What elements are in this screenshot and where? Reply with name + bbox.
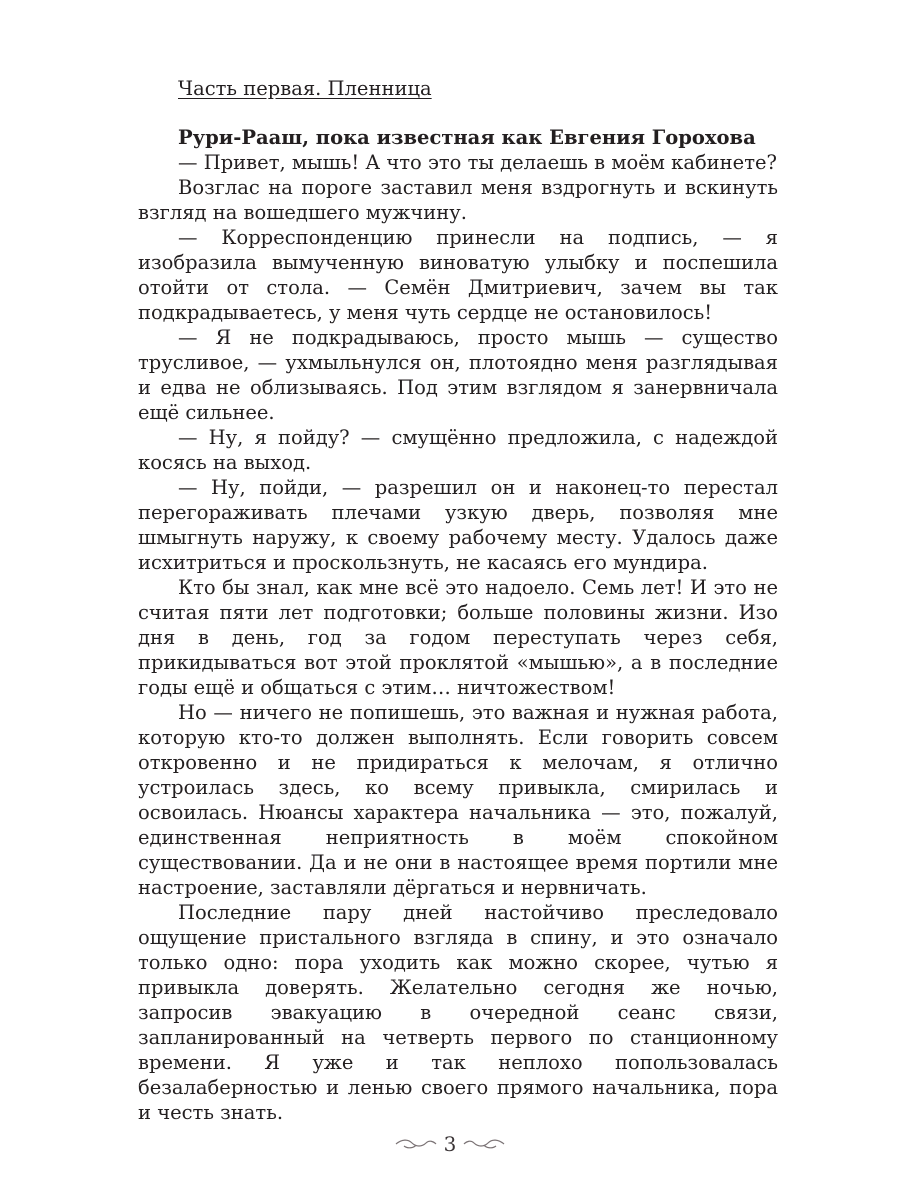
paragraph: Кто бы знал, как мне всё это надоело. Семь лет! И это не считая пяти лет подготовки; больше половины жизни. Изо дня в день, год за годом переступать через себя, прикидываться вот этой проклятой «мышью», а в последние годы ещё и общаться с этим… ничтожеством! <box>138 576 778 699</box>
paragraph: Возглас на пороге заставил меня вздрогнуть и вскинуть взгляд на вошедшего мужчину. <box>138 176 778 224</box>
page-number: 3 <box>443 1132 457 1156</box>
page-footer <box>0 1132 900 1156</box>
paragraph: — Привет, мышь! А что это ты делаешь в моём кабинете? <box>178 151 777 174</box>
paragraph: — Корреспонденцию принесли на подпись, — я изобразила вымученную виноватую улыбку и поспешила отойти от стола. — Семён Дмитриевич, зачем вы так подкрадываетесь, у меня чуть сердце не остановилось! <box>138 226 778 324</box>
paragraph: — Ну, я пойду? — смущённо предложила, с надеждой косясь на выход. <box>138 426 778 474</box>
paragraph: Последние пару дней настойчиво преследовало ощущение пристального взгляда в спину, и это означало только одно: пора уходить как можно скорее, чутью я привыкла доверять. Желательно сегодня же ночью, запросив эвакуацию в очередной сеанс связи, запланированный на четверть первого по станционному времени. Я уже и так неплохо попользовалась безалаберностью и ленью своего прямого начальника, пора и честь знать. <box>138 901 778 1124</box>
right-flourish-icon <box>462 1137 506 1151</box>
part-title: Часть первая. Пленница <box>178 77 432 100</box>
page-body <box>138 76 778 1125</box>
paragraph: — Ну, пойди, — разрешил он и наконец-то перестал перегораживать плечами узкую дверь, позволяя мне шмыгнуть наружу, к своему рабочему месту. Удалось даже исхитриться и проскользнуть, не касаясь его мундира. <box>138 476 778 574</box>
left-flourish-icon <box>394 1137 438 1151</box>
chapter-heading: Рури-Рааш, пока известная как Евгения Горохова <box>178 126 756 149</box>
paragraph: — Я не подкрадываюсь, просто мышь — существо трусливое, — ухмыльнулся он, плотоядно меня разглядывая и едва не облизываясь. Под этим взглядом я занервничала ещё сильнее. <box>138 326 778 424</box>
body-text <box>138 150 778 1125</box>
paragraph: Но — ничего не попишешь, это важная и нужная работа, которую кто-то должен выполнять. Если говорить совсем откровенно и не придираться к мелочам, я отлично устроилась здесь, ко всему привыкла, смирилась и освоилась. Нюансы характера начальника — это, пожалуй, единственная неприятность в моём спокойном существовании. Да и не они в настоящее время портили мне настроение, заставляли дёргаться и нервничать. <box>138 701 778 899</box>
